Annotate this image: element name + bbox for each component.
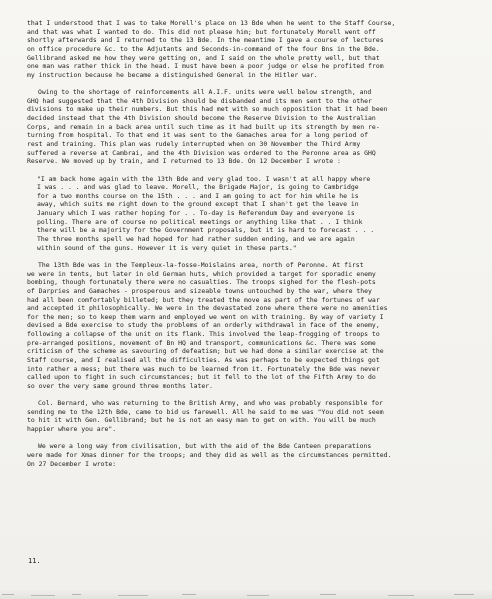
- text-line: bombing, though fortunately there were no casualties. The troops sighed for the flesh-pots: [27, 278, 376, 287]
- paragraph-gap: [27, 252, 475, 261]
- paragraph-gap: [27, 391, 475, 400]
- quote-line: within sound of the guns. However it is very quiet in these parts.": [37, 243, 297, 252]
- text-line: we were in tents, but later in old German huts, which provided a target for sporadic enemy: [27, 269, 376, 278]
- text-line: Staff course, and I realised all the difficulties. As was perhaps to be expected things got: [27, 355, 380, 364]
- text-line: pre-arranged positions, movement of Bn HQ and transport, communications &c. There was some: [27, 338, 376, 347]
- text-line: that I understood that I was to take Morell's place on 13 Bde when he went to the Staff Course,: [27, 19, 396, 27]
- text-line: one man was rather thick in the head. I must have been a poor judge or else he profited from: [27, 62, 384, 71]
- quote-line: I was . . . and was glad to leave. Morell, the Brigade Major, is going to Cambridge: [37, 183, 359, 192]
- text-line: devised a Bde exercise to study the problems of an orderly withdrawal in face of the enemy,: [27, 321, 380, 330]
- paragraph-gap: [27, 79, 475, 88]
- text-line: GHQ had suggested that the 4th Division should be disbanded and its men sent to the other: [27, 96, 372, 105]
- page-number: 11.: [28, 557, 41, 565]
- paragraph-2: [27, 88, 475, 166]
- quote-line: there will be a majority for the Government proposals, but it is hard to forecast . . .: [37, 226, 375, 235]
- text-line: rest and training. This plan was rudely interrupted when on 30 November the Third Army: [27, 139, 361, 148]
- text-line: following a collapse of the unit on its flank. This involved the leap-frogging of troops to: [27, 330, 380, 339]
- text-line: for the men; so to keep them warm and employed we went on with training. By way of variety I: [27, 312, 384, 321]
- text-line: The 13th Bde was in the Templeux-la-fosse-Moislains area, north of Peronne. At first: [38, 260, 364, 269]
- paragraph-3: [27, 261, 475, 391]
- text-line: and accepted it philosophically. We were in the devastated zone where there were no amenities: [27, 304, 388, 313]
- text-line: decided instead that the 4th Division should become the Reserve Division to the Australian: [27, 114, 376, 123]
- text-line: divisions to make up their numbers. But this had met with so much opposition that it had been: [27, 105, 388, 114]
- text-line: called upon to fight in such circumstances; but it fell to the lot of the Fifth Army to do: [27, 373, 376, 382]
- text-line: We were a long way from civilisation, but with the aid of the Bde Canteen preparations: [38, 442, 372, 451]
- text-line: had all been comfortably billeted; but they treated the move as part of the fortunes of war: [27, 295, 380, 304]
- text-line: were made for Xmas dinner for the troops; and they did as well as the circumstances permitted.: [27, 451, 392, 460]
- text-line: shortly afterwards and I returned to the 13 Bde. In the meantime I gave a course of lectures: [27, 36, 384, 45]
- text-line: of Darpries and Gamaches - prosperous and sizeable towns untouched by the war, where they: [27, 286, 372, 295]
- text-line: my instruction because he became a distinguished General in the Hitler war.: [27, 70, 318, 79]
- text-line: suffered a reverse at Cambrai, and the 4th Division was ordered to the Peronne area as GHQ: [27, 148, 376, 157]
- text-line: Reserve. We moved up by train, and I returned to 13 Bde. On 12 December I wrote :: [27, 157, 341, 166]
- scan-edge-shadow: [0, 589, 492, 599]
- quote-line: January which I was rather hoping for . . To-day is Referendum Day and everyone is: [37, 209, 355, 218]
- quote-line: polling. There are of course no political meetings or anything like that . . I think: [37, 217, 363, 226]
- text-line: sending me to the 12th Bde, came to bid us farewell. All he said to me was "You did not seem: [27, 407, 384, 416]
- text-line: turning from hospital. To that end it was sent to the Gamaches area for a long period of: [27, 131, 369, 140]
- text-line: to hit it with Gen. Gellibrand; but he is not an easy man to get on with. You will be much: [27, 416, 376, 425]
- text-line: Corps, and remain in a back area until such time as it had built up its strength by men re-: [27, 122, 380, 131]
- paragraph-gap: [27, 166, 475, 175]
- document-text: [27, 19, 475, 468]
- text-line: Col. Bernard, who was returning to the British Army, and who was probably responsible for: [38, 399, 383, 408]
- quote-line: The three months spell we had hoped for had rather sudden ending, and we are again: [37, 235, 355, 244]
- quote-line: away, which suits me right down to the ground except that I shan't get the leave in: [37, 200, 359, 209]
- text-line: so over the very same ground three months later.: [27, 381, 214, 390]
- text-line: Owing to the shortage of reinforcements all A.I.F. units were well below strength, and: [38, 88, 372, 97]
- paragraph-4: [27, 399, 475, 434]
- quote-line: "I am back home again with the 13th Bde and very glad too. I wasn't at all happy where: [37, 174, 371, 183]
- letter-quote: [27, 175, 475, 253]
- text-line: criticism of the scheme as savouring of defeatism; but we had done a similar exercise at the: [27, 347, 384, 356]
- text-line: happier where you are".: [27, 425, 117, 434]
- text-line: Gellibrand asked me how they were getting on, and I said on the whole pretty well, but that: [27, 53, 380, 62]
- paragraph-gap: [27, 434, 475, 443]
- text-line: On 27 December I wrote:: [27, 459, 117, 468]
- text-line: and that was what I wanted to do. This did not please him; but fortunately Morell went off: [27, 27, 376, 36]
- text-line: into rather a mess; but there was much to be learned from it. Fortunately the Bde was never: [27, 364, 380, 373]
- paragraph-1: [27, 19, 475, 79]
- paragraph-5: [27, 442, 475, 468]
- quote-line: for a two months course on the 15th . . . and I am going to act for him while he is: [37, 191, 359, 200]
- text-line: on office procedure &c. to the Adjutants and Seconds-in-command of the four Bns in the Bde.: [27, 44, 380, 53]
